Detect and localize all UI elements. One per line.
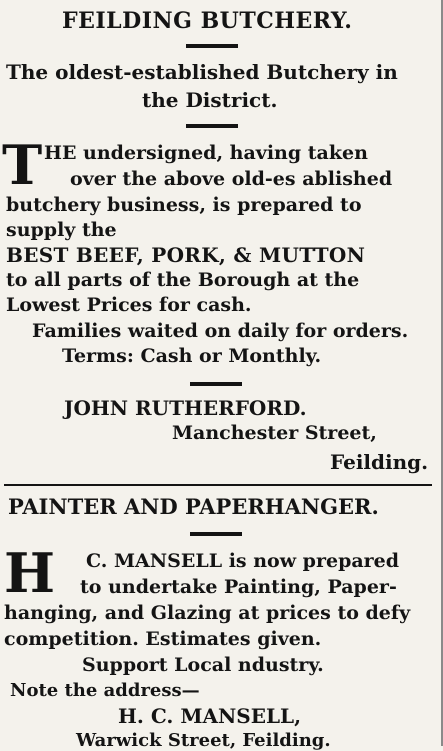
ad2-body-line3: hanging, and Glazing at prices to defy <box>4 602 411 624</box>
ad1-body-line5: BEST BEEF, PORK, & MUTTON <box>6 243 366 267</box>
ad1-signature-rule <box>190 382 242 386</box>
ad1-families-line: Families waited on daily for orders. <box>32 320 409 342</box>
ad2-signature-name: H. C. MANSELL, <box>118 704 302 728</box>
ad1-body-line6: to all parts of the Borough at the <box>6 269 360 291</box>
ad2-body-line2: to undertake Painting, Paper- <box>80 576 397 598</box>
ad1-body-line4: supply the <box>6 219 117 241</box>
ad1-body-line7: Lowest Prices for cash. <box>6 294 252 316</box>
ad1-subtitle-rule <box>186 124 238 128</box>
ad1-title: FEILDING BUTCHERY. <box>62 8 353 34</box>
ad2-title: PAINTER AND PAPERHANGER. <box>8 494 379 519</box>
ad1-title-rule <box>186 44 238 48</box>
ad1-drop-cap: T <box>2 133 43 197</box>
ad1-body-line2: over the above old-es ablished <box>70 168 393 190</box>
ad1-signature-street: Manchester Street, <box>172 422 377 444</box>
ad2-body-line1: C. MANSELL is now prepared <box>86 550 400 572</box>
ad2-signature-address: Warwick Street, Feilding. <box>76 730 331 751</box>
advertisement-separator-rule <box>4 484 432 486</box>
ad2-support-line: Support Local ndustry. <box>82 654 324 676</box>
ad2-body-line4: competition. Estimates given. <box>4 628 322 650</box>
ad2-note-line: Note the address— <box>10 680 200 701</box>
ad1-body-line3: butchery business, is prepared to <box>6 194 362 216</box>
ad1-signature-town: Feilding. <box>330 450 429 474</box>
ad1-terms-line: Terms: Cash or Monthly. <box>62 345 322 367</box>
ad1-subtitle-line1: The oldest-established Butchery in <box>6 60 398 84</box>
ad1-subtitle-line2: the District. <box>142 88 278 112</box>
ad1-body-line1: HE undersigned, having taken <box>44 142 368 164</box>
ad2-drop-cap: H <box>4 541 56 605</box>
ad1-signature-name: JOHN RUTHERFORD. <box>64 396 307 420</box>
ad2-title-rule <box>190 532 242 536</box>
